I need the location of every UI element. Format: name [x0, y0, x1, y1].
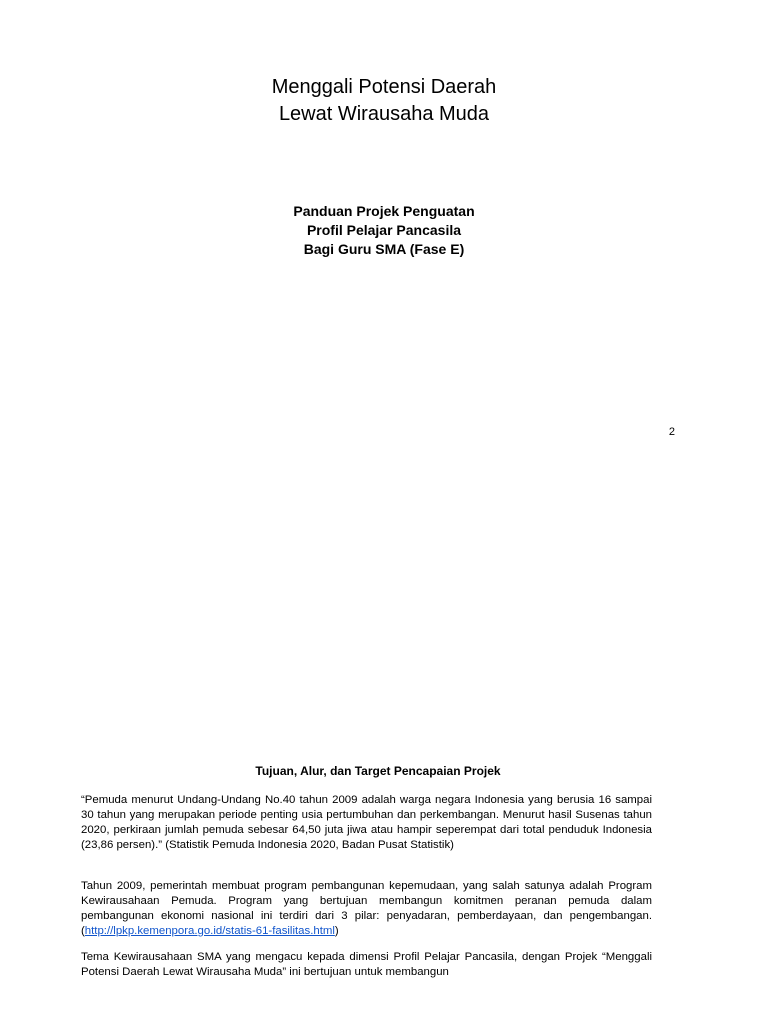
document-subtitle-line-3: Bagi Guru SMA (Fase E) [303, 241, 465, 257]
document-subtitle-line-1: Panduan Projek Penguatan [293, 203, 475, 219]
kemenpora-link[interactable]: http://lpkp.kemenpora.go.id/statis-61-fasilitas.html [84, 925, 335, 937]
section-heading: Tujuan, Alur, dan Target Pencapaian Projek [255, 764, 501, 778]
document-title-line-2: Lewat Wirausaha Muda [278, 103, 490, 125]
page-number: 2 [668, 426, 675, 438]
paragraph-2-text: Tahun 2009, pemerintah membuat program pembangunan kepemudaan, yang salah satunya adalah Program Kewirausahaan Pemuda. Program yang bertujuan membangun komitmen peranan pemuda dalam pembangunan ekonomi nasional ini terdiri dari 3 pilar: penyadaran, pemberdayaan, dan pengembangan. ( [81, 880, 652, 937]
paragraph-1: “Pemuda menurut Undang-Undang No.40 tahun 2009 adalah warga negara Indonesia yang berusia 16 sampai 30 tahun yang merupakan periode penting usia pertumbuhan dan perkembangan. Menurut hasil Susenas tahun 2020, perkiraan jumlah pemuda sebesar 64,50 juta jiwa atau hampir seperempat dari total penduduk Indonesia (23,86 persen).” (Statistik Pemuda Indonesia 2020, Badan Pusat Statistik) [81, 794, 652, 851]
document-subtitle-line-2: Profil Pelajar Pancasila [306, 222, 462, 238]
document-subtitle [0, 202, 768, 259]
paragraph-2-closing: ) [334, 925, 339, 937]
paragraph-3: Tema Kewirausahaan SMA yang mengacu kepada dimensi Profil Pelajar Pancasila, dengan Projek “Menggali Potensi Daerah Lewat Wirausaha Muda” ini bertujuan untuk membangun [81, 951, 652, 978]
paragraph-2 [81, 879, 652, 939]
document-title [0, 74, 768, 128]
document-title-line-1: Menggali Potensi Daerah [271, 76, 497, 98]
